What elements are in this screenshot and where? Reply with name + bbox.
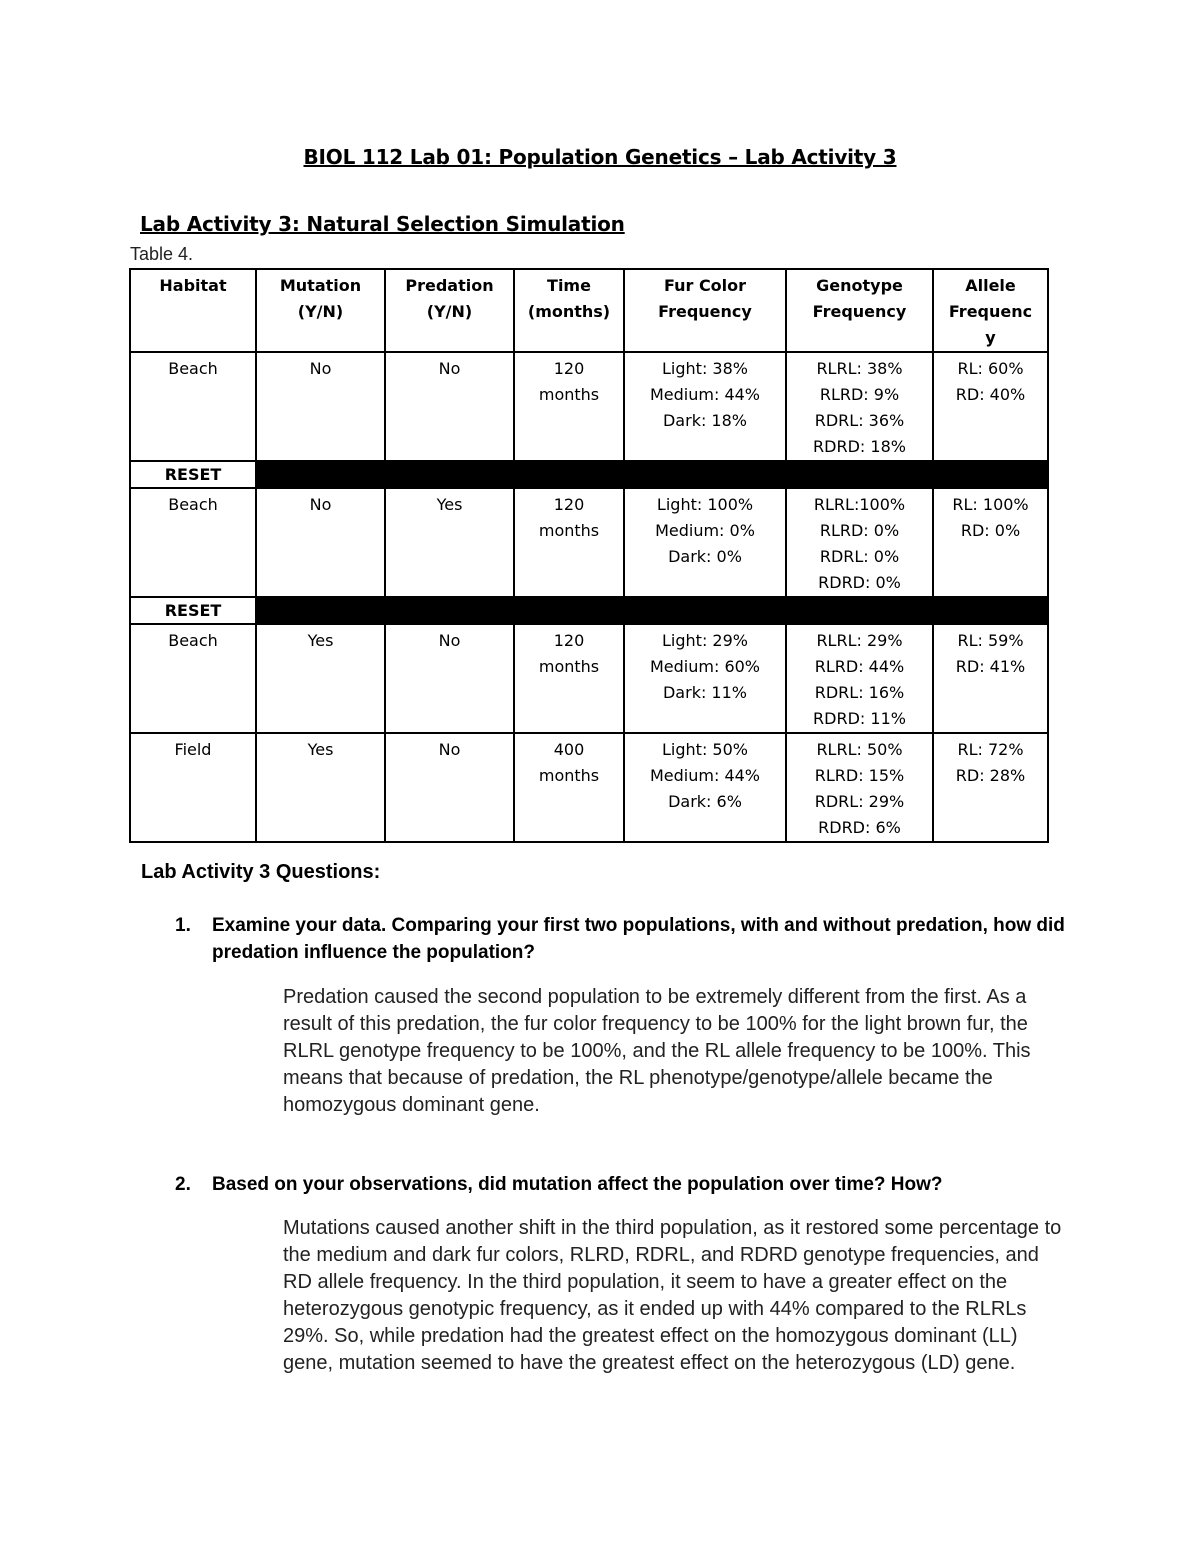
header-text: Frequency bbox=[658, 302, 752, 321]
genotype-cell-line: RDRD: 18% bbox=[813, 437, 906, 456]
header-text: Fur Color bbox=[663, 276, 747, 295]
time-cell-line: months bbox=[538, 766, 600, 785]
header-text: Mutation bbox=[279, 276, 362, 295]
fur-color-cell-line: Medium: 44% bbox=[649, 766, 760, 785]
fur-color-cell-line: Dark: 18% bbox=[662, 411, 747, 430]
header-allele-frequency bbox=[933, 269, 1048, 352]
time-cell-line: months bbox=[538, 385, 600, 404]
fur-color-cell-line: Light: 100% bbox=[656, 495, 754, 514]
allele-cell-line: RL: 72% bbox=[957, 740, 1024, 759]
fur-color-cell bbox=[624, 624, 786, 733]
fur-color-cell-line: Dark: 11% bbox=[662, 683, 747, 702]
fur-color-cell-line: Medium: 0% bbox=[655, 521, 755, 540]
genotype-cell-line: RDRL: 29% bbox=[814, 792, 905, 811]
genotype-cell-line: RLRL: 29% bbox=[816, 631, 903, 650]
allele-cell bbox=[933, 733, 1048, 842]
allele-cell-line: RL: 60% bbox=[957, 359, 1024, 378]
table-row bbox=[130, 488, 1048, 597]
header-text: Habitat bbox=[159, 276, 227, 295]
table-row bbox=[130, 624, 1048, 733]
genotype-cell bbox=[786, 352, 933, 461]
question-text: Based on your observations, did mutation affect the population over time? How? bbox=[212, 1174, 943, 1195]
answer-2: Mutations caused another shift in the third population, as it restored some percentage to the medium and dark fur colors, RLRD, RDRL, and RDRD genotype frequencies, and RD allele frequency. In the third population, it seem to have a greater effect on the heterozygous genotypic frequency, as it ended up with 44% compared to the RLRLs 29%. So, while predation had the greatest effect on the homozygous dominant (LL) gene, mutation seemed to have the greatest effect on the heterozygous (LD) gene. bbox=[283, 1217, 1062, 1374]
header-text: y bbox=[985, 328, 996, 347]
genotype-cell-line: RLRD: 15% bbox=[814, 766, 905, 785]
fur-color-cell-line: Dark: 0% bbox=[668, 547, 742, 566]
header-text: Allele bbox=[965, 276, 1016, 295]
time-cell-line: months bbox=[538, 657, 600, 676]
time-cell-line: 400 bbox=[553, 740, 585, 759]
header-text: Frequency bbox=[812, 302, 907, 321]
reset-row bbox=[130, 461, 1048, 488]
genotype-cell-line: RLRL: 50% bbox=[816, 740, 903, 759]
reset-label: RESET bbox=[130, 597, 256, 624]
habitat-cell: Field bbox=[130, 733, 256, 842]
table-caption: Table 4. bbox=[130, 244, 194, 264]
time-cell-line: 120 bbox=[553, 359, 585, 378]
predation-cell: Yes bbox=[385, 488, 514, 597]
reset-divider-bar bbox=[256, 461, 1048, 488]
allele-cell bbox=[933, 488, 1048, 597]
header-text: Predation bbox=[405, 276, 494, 295]
genotype-cell-line: RDRL: 16% bbox=[814, 683, 905, 702]
predation-cell: No bbox=[385, 733, 514, 842]
reset-row bbox=[130, 597, 1048, 624]
genotype-cell-line: RDRL: 36% bbox=[814, 411, 905, 430]
allele-cell-line: RD: 28% bbox=[955, 766, 1026, 785]
time-cell bbox=[514, 624, 624, 733]
fur-color-cell-line: Light: 29% bbox=[662, 631, 748, 650]
allele-cell bbox=[933, 352, 1048, 461]
table-row bbox=[130, 352, 1048, 461]
habitat-cell: Beach bbox=[130, 352, 256, 461]
genotype-cell-line: RLRL:100% bbox=[813, 495, 906, 514]
fur-color-cell-line: Dark: 6% bbox=[668, 792, 742, 811]
table-header-row bbox=[130, 269, 1048, 352]
allele-cell bbox=[933, 624, 1048, 733]
header-text: (Y/N) bbox=[297, 302, 344, 321]
time-cell-line: 120 bbox=[553, 631, 585, 650]
reset-divider-bar bbox=[256, 597, 1048, 624]
genotype-cell-line: RLRD: 44% bbox=[814, 657, 905, 676]
question-number: 1. bbox=[175, 915, 191, 936]
time-cell bbox=[514, 488, 624, 597]
header-habitat bbox=[130, 269, 256, 352]
genotype-cell-line: RLRD: 0% bbox=[819, 521, 900, 540]
allele-cell-line: RD: 0% bbox=[960, 521, 1021, 540]
header-text: (months) bbox=[527, 302, 611, 321]
time-cell bbox=[514, 733, 624, 842]
header-text: (Y/N) bbox=[426, 302, 473, 321]
mutation-cell: No bbox=[256, 352, 385, 461]
selection-data-table bbox=[129, 268, 1049, 843]
genotype-cell-line: RDRL: 0% bbox=[819, 547, 900, 566]
genotype-cell-line: RDRD: 0% bbox=[818, 573, 901, 592]
fur-color-cell-line: Medium: 60% bbox=[649, 657, 760, 676]
habitat-cell: Beach bbox=[130, 488, 256, 597]
genotype-cell-line: RDRD: 6% bbox=[818, 818, 901, 837]
mutation-cell: No bbox=[256, 488, 385, 597]
genotype-cell bbox=[786, 488, 933, 597]
habitat-cell: Beach bbox=[130, 624, 256, 733]
header-fur-color-frequency bbox=[624, 269, 786, 352]
header-text: Genotype bbox=[816, 276, 903, 295]
fur-color-cell-line: Light: 50% bbox=[662, 740, 748, 759]
question-text: Examine your data. Comparing your first two populations, with and without predation, how did predation influence the population? bbox=[212, 915, 1065, 963]
header-time bbox=[514, 269, 624, 352]
fur-color-cell bbox=[624, 352, 786, 461]
genotype-cell-line: RLRD: 9% bbox=[819, 385, 900, 404]
section-title: Lab Activity 3: Natural Selection Simulation bbox=[140, 212, 625, 236]
predation-cell: No bbox=[385, 352, 514, 461]
reset-label: RESET bbox=[130, 461, 256, 488]
genotype-cell bbox=[786, 624, 933, 733]
fur-color-cell-line: Medium: 44% bbox=[649, 385, 760, 404]
time-cell-line: 120 bbox=[553, 495, 585, 514]
header-text: Time bbox=[547, 276, 591, 295]
table-body bbox=[130, 352, 1048, 842]
allele-cell-line: RL: 100% bbox=[952, 495, 1029, 514]
allele-cell-line: RL: 59% bbox=[957, 631, 1024, 650]
header-predation bbox=[385, 269, 514, 352]
header-genotype-frequency bbox=[786, 269, 933, 352]
allele-cell-line: RD: 40% bbox=[955, 385, 1026, 404]
predation-cell: No bbox=[385, 624, 514, 733]
mutation-cell: Yes bbox=[256, 733, 385, 842]
questions-heading: Lab Activity 3 Questions: bbox=[141, 861, 381, 883]
document-title: BIOL 112 Lab 01: Population Genetics – Lab Activity 3 bbox=[303, 145, 897, 169]
answer-1: Predation caused the second population to be extremely different from the first. As a result of this predation, the fur color frequency to be 100% for the light brown fur, the RLRL genotype frequency to be 100%, and the RL allele frequency to be 100%. This means that because of predation, the RL phenotype/genotype/allele became the homozygous dominant gene. bbox=[283, 986, 1031, 1116]
genotype-cell bbox=[786, 733, 933, 842]
fur-color-cell bbox=[624, 488, 786, 597]
fur-color-cell bbox=[624, 733, 786, 842]
header-mutation bbox=[256, 269, 385, 352]
fur-color-cell-line: Light: 38% bbox=[662, 359, 748, 378]
time-cell bbox=[514, 352, 624, 461]
time-cell-line: months bbox=[538, 521, 600, 540]
header-text: Frequenc bbox=[948, 302, 1033, 321]
allele-cell-line: RD: 41% bbox=[955, 657, 1026, 676]
genotype-cell-line: RLRL: 38% bbox=[816, 359, 903, 378]
mutation-cell: Yes bbox=[256, 624, 385, 733]
genotype-cell-line: RDRD: 11% bbox=[813, 709, 906, 728]
question-number: 2. bbox=[175, 1174, 191, 1195]
table-row bbox=[130, 733, 1048, 842]
